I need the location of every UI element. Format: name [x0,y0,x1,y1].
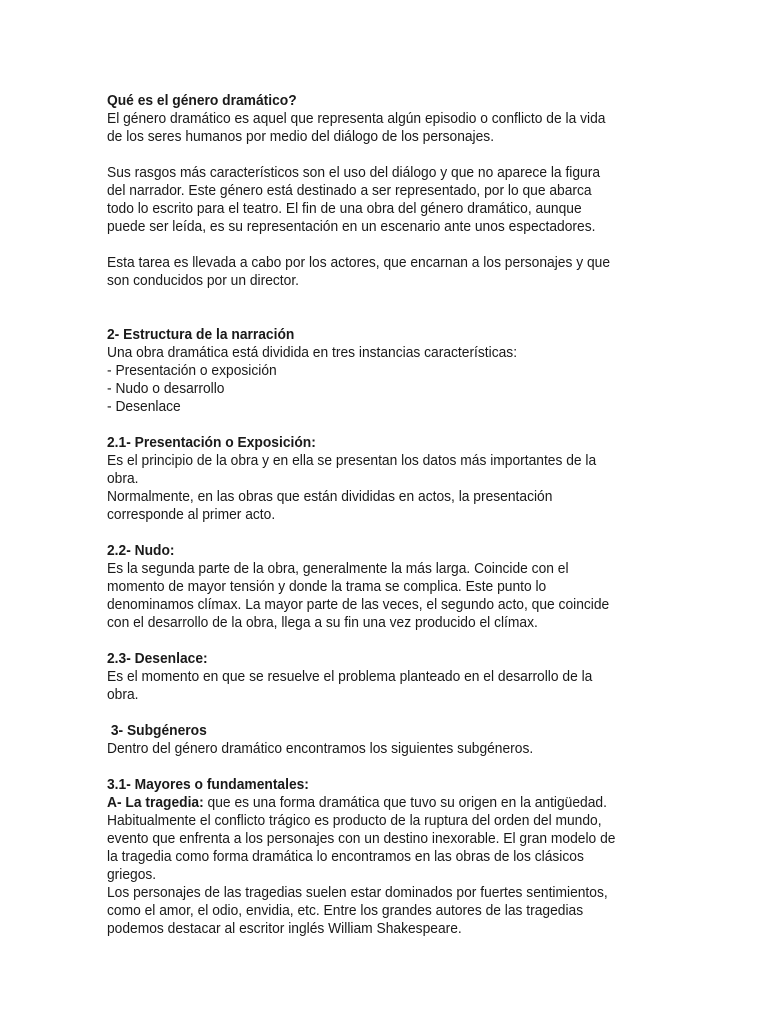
estructura-item-presentacion: - Presentación o exposición [107,363,277,379]
subgeneros-heading: 3- Subgéneros [110,723,207,739]
presentacion-paragraph-1: Es el principio de la obra y en ella se presentan los datos más importantes de la obra. [107,453,597,487]
estructura-item-nudo: - Nudo o desarrollo [107,381,225,397]
document-page [107,92,659,938]
nudo-heading: 2.2- Nudo: [107,543,175,559]
tragedia-paragraph-1: Habitualmente el conflicto trágico es producto de la ruptura del orden del mundo, evento que enfrenta a los personajes con un destino inexorable. El gran modelo de la tragedia como forma dramática lo encontramos en las obras de los clásicos griegos. [107,813,616,883]
intro-heading: Qué es el género dramático? [107,93,297,109]
estructura-lead: Una obra dramática está dividida en tres instancias características: [107,345,518,361]
tragedia-label: A- La tragedia: [107,795,204,811]
intro-paragraph-2: Sus rasgos más característicos son el uso del diálogo y que no aparece la figura del narrador. Este género está destinado a ser representado, por lo que abarca todo lo escrito para el teatro. El fin de una obra del género dramático, aunque puede ser leída, es su representación en un escenario ante unos espectadores. [107,165,601,235]
desenlace-paragraph: Es el momento en que se resuelve el problema planteado en el desarrollo de la obra. [107,669,593,703]
presentacion-heading: 2.1- Presentación o Exposición: [107,435,316,451]
tragedia-intro-line [107,794,659,812]
nudo-paragraph: Es la segunda parte de la obra, generalmente la más larga. Coincide con el momento de mayor tensión y donde la trama se complica. Este punto lo denominamos clímax. La mayor parte de las veces, el segundo acto, que coincide con el desarrollo de la obra, llega a su fin una vez producido el clímax. [107,561,610,631]
tragedia-first-text: que es una forma dramática que tuvo su origen en la antigüedad. [203,795,607,811]
intro-paragraph-1: El género dramático es aquel que representa algún episodio o conflicto de la vida de los seres humanos por medio del diálogo de los personajes. [107,111,606,145]
desenlace-heading: 2.3- Desenlace: [107,651,208,667]
mayores-heading: 3.1- Mayores o fundamentales: [107,777,309,793]
presentacion-paragraph-2: Normalmente, en las obras que están divididas en actos, la presentación corresponde al primer acto. [107,489,553,523]
estructura-heading: 2- Estructura de la narración [107,327,295,343]
estructura-item-desenlace: - Desenlace [107,399,181,415]
tragedia-paragraph-2: Los personajes de las tragedias suelen estar dominados por fuertes sentimientos, como el amor, el odio, envidia, etc. Entre los grandes autores de las tragedias podemos destacar al escritor inglés William Shakespeare. [107,885,608,937]
subgeneros-paragraph: Dentro del género dramático encontramos los siguientes subgéneros. [107,741,534,757]
intro-paragraph-3: Esta tarea es llevada a cabo por los actores, que encarnan a los personajes y que son conducidos por un director. [107,255,611,289]
